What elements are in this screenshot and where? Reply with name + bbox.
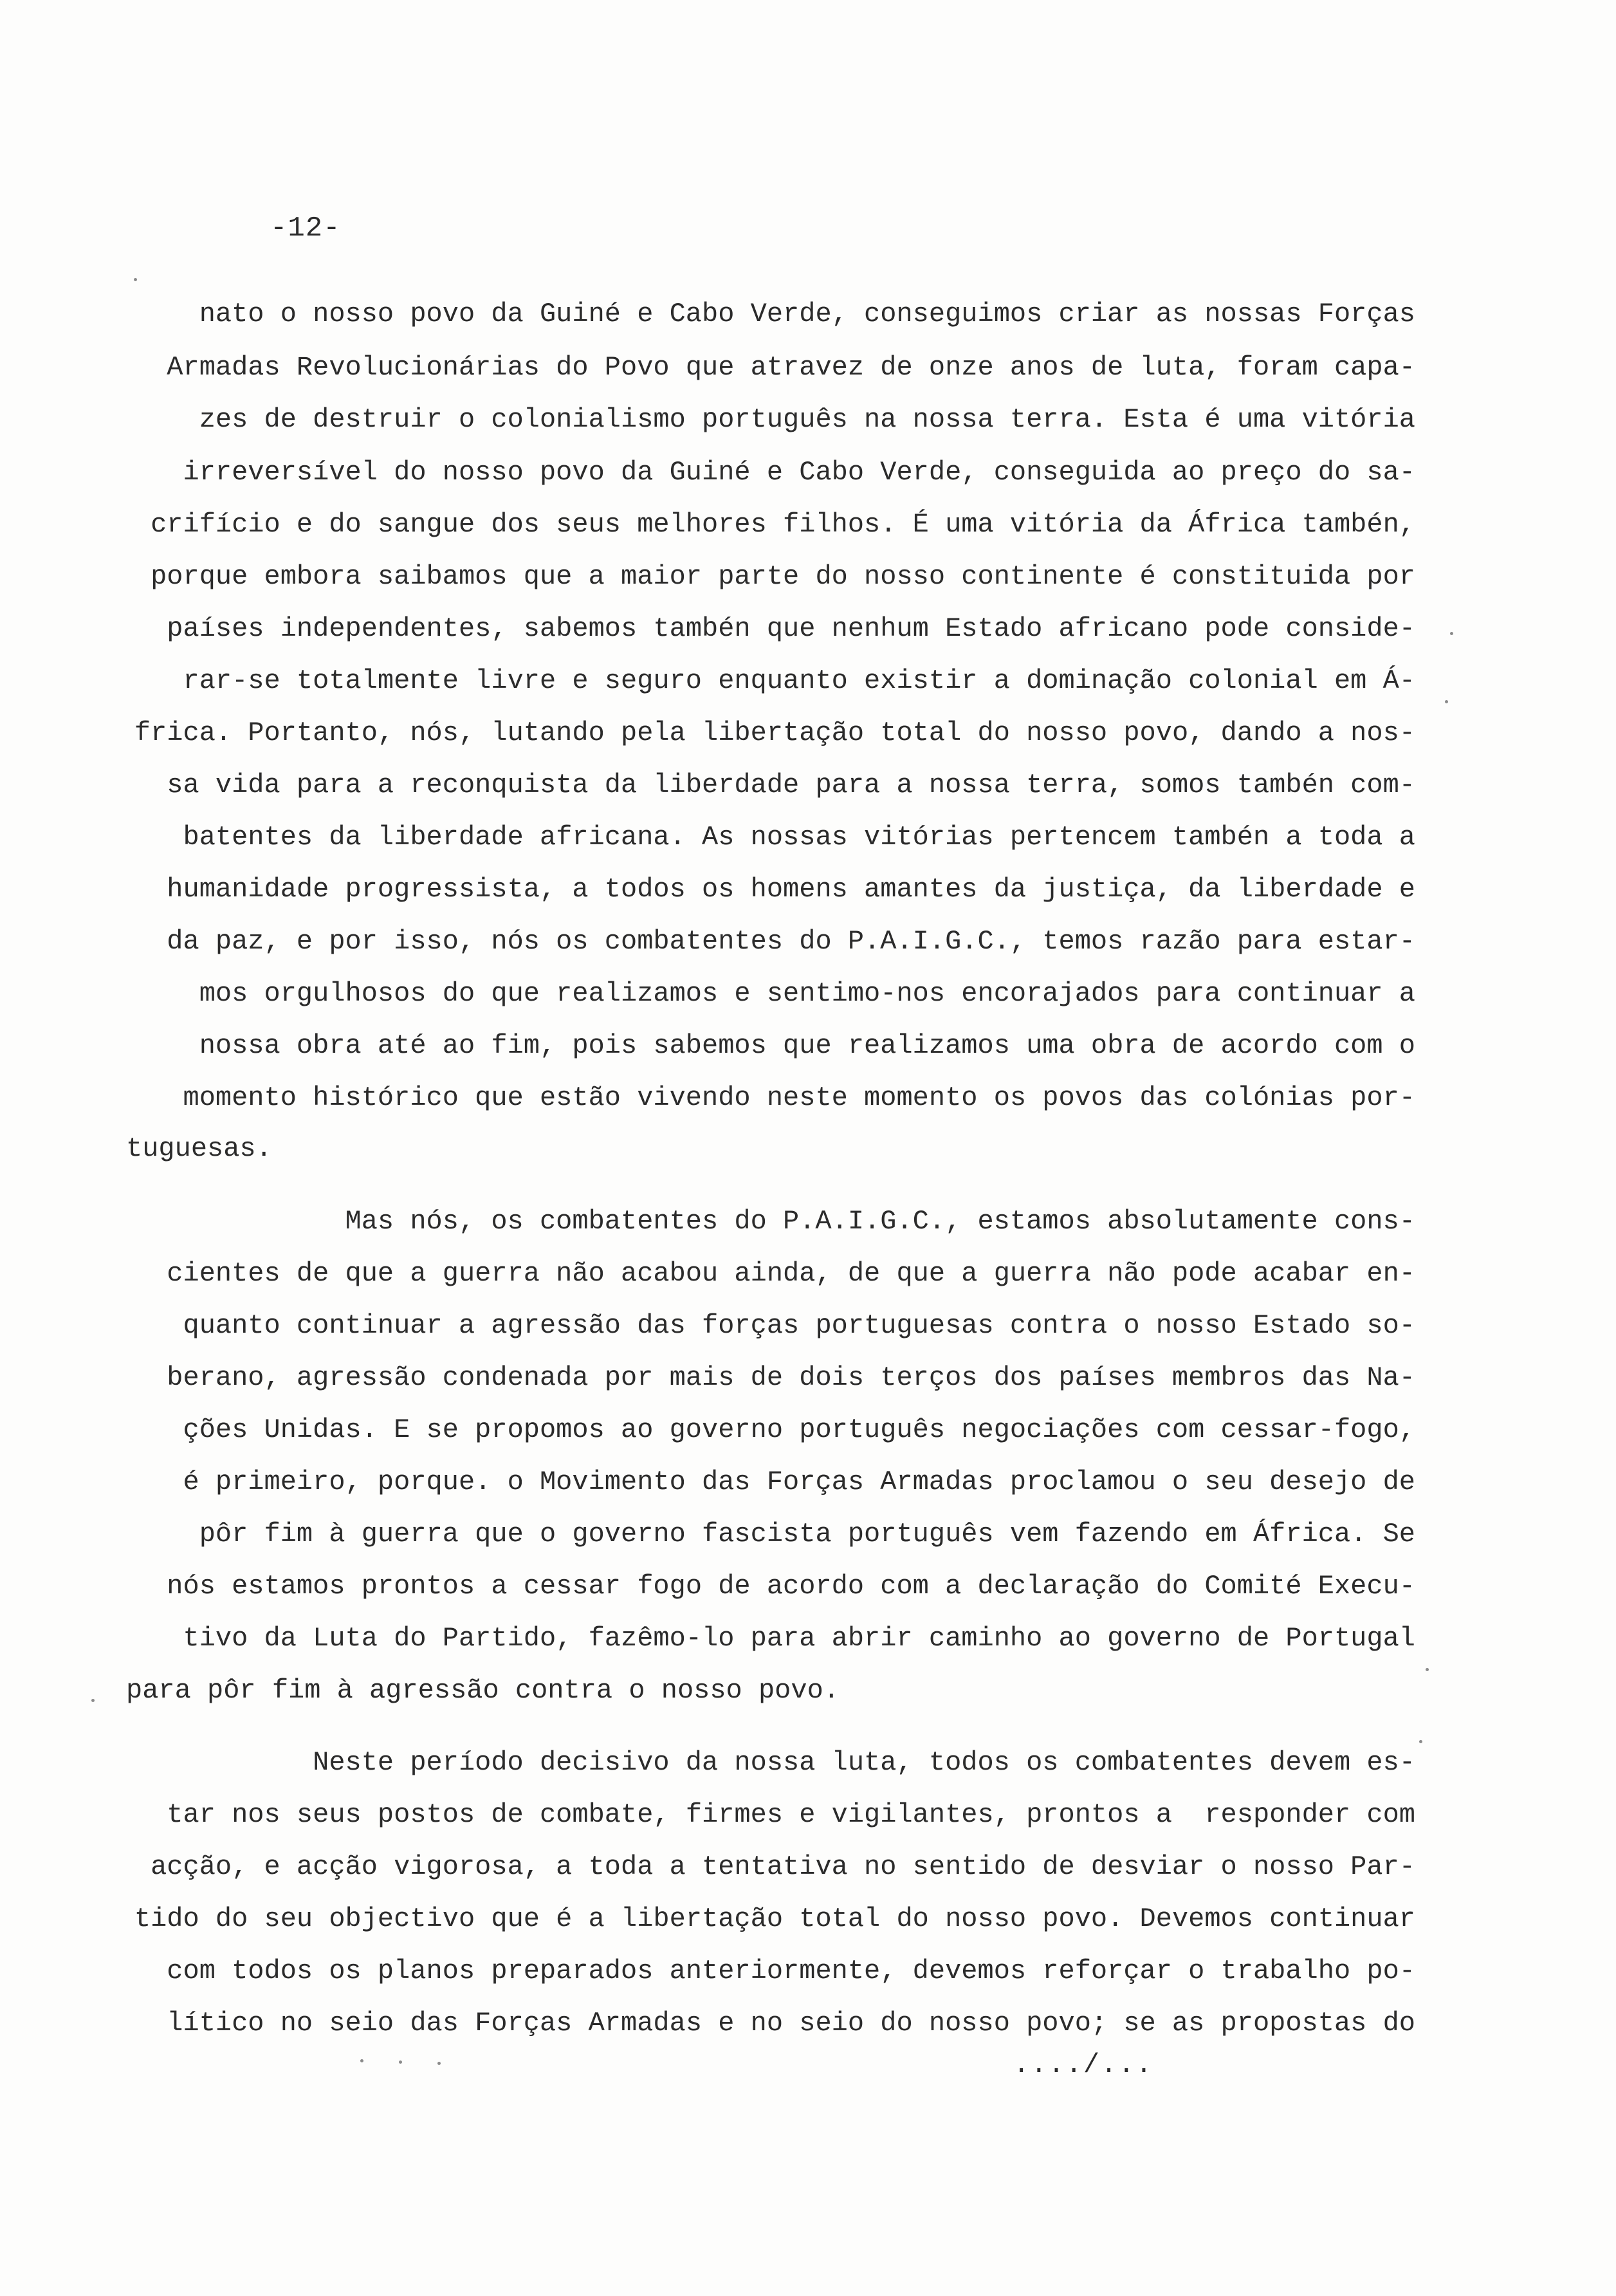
text-line: rar-se totalmente livre e seguro enquanto existir a dominação colonial em Á-	[183, 665, 1415, 696]
text-line: lítico no seio das Forças Armadas e no seio do nosso povo; se as propostas do	[167, 2008, 1415, 2039]
text-line: para pôr fim à agressão contra o nosso povo.	[126, 1675, 840, 1706]
scan-speck	[1445, 700, 1448, 703]
text-line: irreversível do nosso povo da Guiné e Cabo Verde, conseguida ao preço do sa-	[183, 457, 1415, 488]
text-line: nós estamos prontos a cessar fogo de acordo com a declaração do Comité Execu-	[167, 1571, 1415, 1602]
text-line: nossa obra até ao fim, pois sabemos que realizamos uma obra de acordo com o	[199, 1030, 1415, 1061]
scan-speck	[360, 2059, 363, 2062]
text-line: Armadas Revolucionárias do Povo que atravez de onze anos de luta, foram capa-	[167, 352, 1415, 383]
scan-speck	[1450, 632, 1453, 635]
text-line: com todos os planos preparados anteriormente, devemos reforçar o trabalho po-	[167, 1956, 1415, 1986]
text-line: acção, e acção vigorosa, a toda a tentativa no sentido de desviar o nosso Par-	[151, 1851, 1415, 1882]
text-line: humanidade progressista, a todos os homens amantes da justiça, da liberdade e	[167, 874, 1415, 905]
continuation-marker: ..../...	[1013, 2050, 1153, 2080]
text-line: berano, agressão condenada por mais de dois terços dos países membros das Na-	[167, 1362, 1415, 1393]
text-line: tuguesas.	[126, 1133, 272, 1164]
text-line: nato o nosso povo da Guiné e Cabo Verde, conseguimos criar as nossas Forças	[199, 299, 1415, 329]
text-line: da paz, e por isso, nós os combatentes do P.A.I.G.C., temos razão para estar-	[167, 926, 1415, 957]
text-line: mos orgulhosos do que realizamos e sentimo-nos encorajados para continuar a	[199, 978, 1415, 1009]
text-line: pôr fim à guerra que o governo fascista português vem fazendo em África. Se	[199, 1519, 1415, 1550]
page-number: -12-	[270, 212, 341, 245]
scan-speck	[437, 2062, 441, 2065]
text-line: cientes de que a guerra não acabou ainda, de que a guerra não pode acabar en-	[167, 1258, 1415, 1289]
text-line: momento histórico que estão vivendo neste momento os povos das colónias por-	[183, 1082, 1415, 1113]
scan-speck	[134, 278, 137, 281]
text-line: tar nos seus postos de combate, firmes e vigilantes, prontos a responder com	[167, 1799, 1415, 1830]
text-line: ções Unidas. E se propomos ao governo português negociações com cessar-fogo,	[183, 1414, 1415, 1445]
text-line: Neste período decisivo da nossa luta, todos os combatentes devem es-	[313, 1747, 1415, 1778]
text-line: Mas nós, os combatentes do P.A.I.G.C., estamos absolutamente cons-	[345, 1206, 1415, 1237]
text-line: tido do seu objectivo que é a libertação total do nosso povo. Devemos continuar	[134, 1903, 1415, 1934]
scan-speck	[1419, 1740, 1422, 1743]
text-line: países independentes, sabemos tambén que nenhum Estado africano pode conside-	[167, 613, 1415, 644]
scan-speck	[399, 2060, 402, 2064]
text-line: frica. Portanto, nós, lutando pela libertação total do nosso povo, dando a nos-	[134, 718, 1415, 748]
text-line: sa vida para a reconquista da liberdade para a nossa terra, somos tambén com-	[167, 770, 1415, 801]
text-line: batentes da liberdade africana. As nossas vitórias pertencem tambén a toda a	[183, 822, 1415, 853]
text-line: é primeiro, porque. o Movimento das Forças Armadas proclamou o seu desejo de	[183, 1467, 1415, 1497]
text-line: porque embora saibamos que a maior parte do nosso continente é constituida por	[151, 561, 1415, 592]
scan-speck	[1426, 1668, 1429, 1671]
text-line: zes de destruir o colonialismo português na nossa terra. Esta é uma vitória	[199, 404, 1415, 435]
text-line: quanto continuar a agressão das forças portuguesas contra o nosso Estado so-	[183, 1310, 1415, 1341]
text-line: tivo da Luta do Partido, fazêmo-lo para abrir caminho ao governo de Portugal	[183, 1623, 1415, 1654]
scan-speck	[91, 1699, 95, 1702]
text-line: crifício e do sangue dos seus melhores filhos. É uma vitória da África tambén,	[151, 509, 1415, 540]
